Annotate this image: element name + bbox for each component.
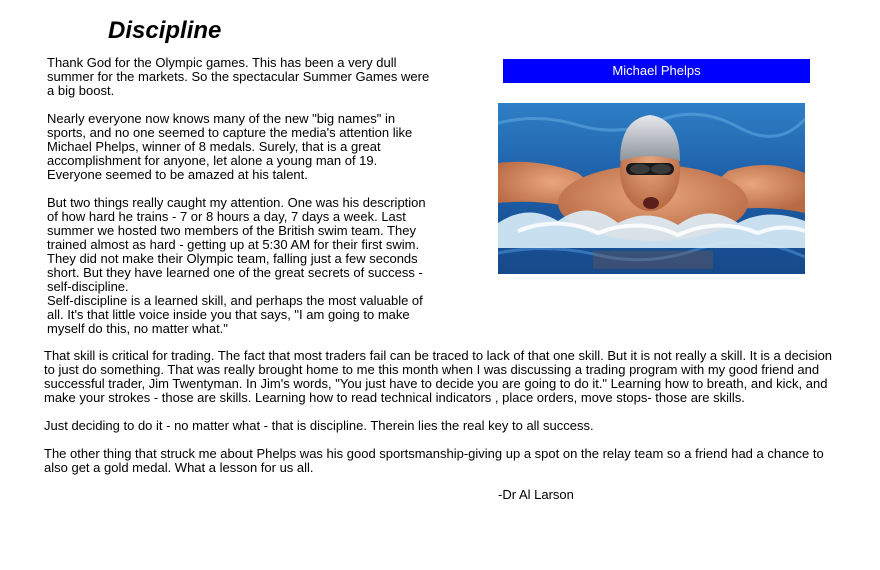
paragraph-trading-skill: That skill is critical for trading. The fact that most traders fail can be traced to lack of that one skill. But it is not really a skill. It is a decision to just do something. That was really brought home to me this month when I was discussing a trading program with my good friend and successful trader, Jim Twentyman. In Jim's words, "You just have to decide you are going to do it." Learning how to breath, and kick, and make your strokes - those are skills. Learning how to read technical indicators , place orders, move stops- those are skills. [44,348,833,405]
swimmer-photo [498,103,805,274]
paragraph-sportsmanship: The other thing that struck me about Phelps was his good sportsmanship-giving up a spot on the relay team so a friend had a chance to also get a gold medal. What a lesson for us all. [44,446,824,475]
paragraph-training: But two things really caught my attention. One was his description of how hard he trains - 7 or 8 hours a day, 7 days a week. Last summer we hosted two members of the British swim team. They trained almost as hard - getting up at 5:30 AM for their first swim. They did not make their Olympic team, falling just a few seconds short. But they have learned one of the great secrets of success - self-discipline. [47,195,426,294]
article-title: Discipline [108,17,222,44]
article-column-text [47,56,435,336]
paragraph-olympics-intro: Thank God for the Olympic games. This has been a very dull summer for the markets. So the spectacular Summer Games were a big boost. [47,55,430,98]
photo-caption-text: Michael Phelps [612,63,701,78]
article-wide-text [44,349,834,475]
author-signature: -Dr Al Larson [498,487,574,502]
swimmer-photo-icon [498,103,805,274]
paragraph-self-discipline: Self-discipline is a learned skill, and perhaps the most valuable of all. It's that little voice inside you that says, "I am going to make myself do this, no matter what." [47,293,423,336]
photo-caption-bar [503,59,810,83]
paragraph-discipline-key: Just deciding to do it - no matter what - that is discipline. Therein lies the real key to all success. [44,418,594,433]
paragraph-big-names: Nearly everyone now knows many of the new "big names" in sports, and no one seemed to capture the media's attention like Michael Phelps, winner of 8 medals. Surely, that is a great accomplishment for anyone, let alone a young man of 19. Everyone seemed to be amazed at his talent. [47,111,413,182]
